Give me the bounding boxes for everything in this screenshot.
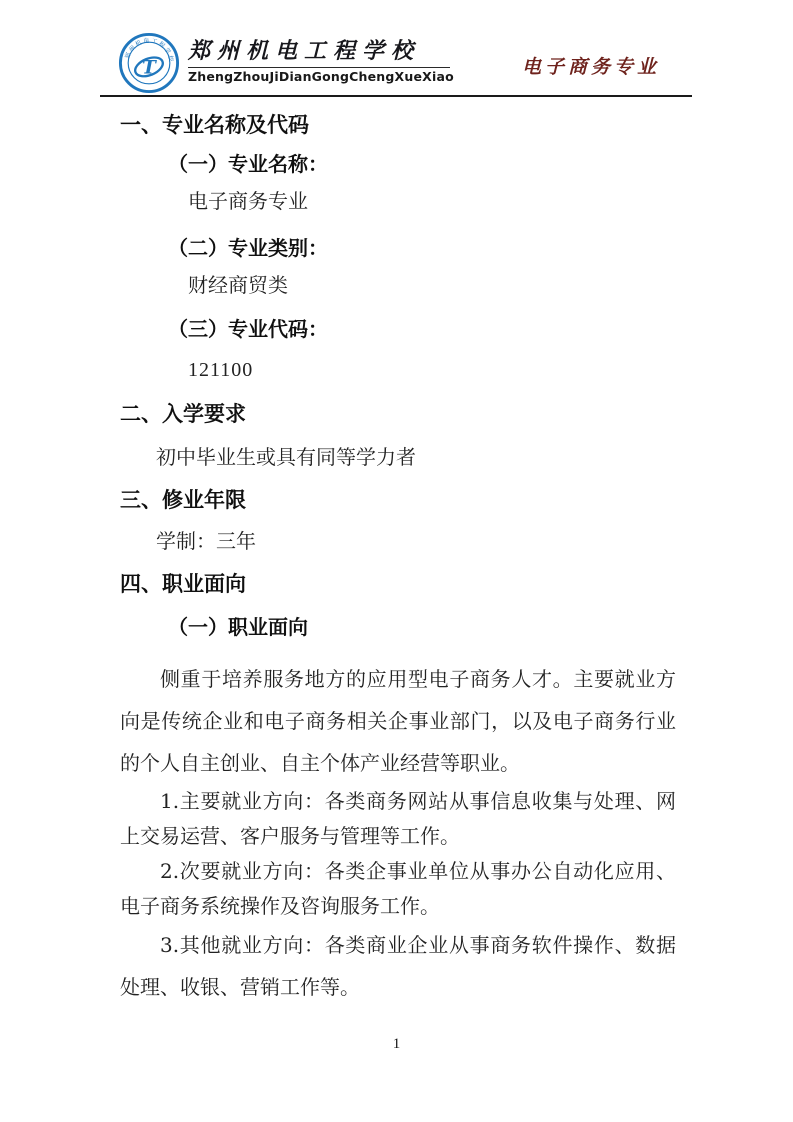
school-pinyin: ZhengZhouJiDianGongChengXueXiao	[188, 69, 454, 84]
sub-heading: （二）专业类别：	[168, 236, 328, 260]
page-header	[100, 30, 693, 96]
header-major-title: 电子商务专业	[521, 56, 660, 78]
svg-text:T: T	[142, 57, 156, 79]
paragraph: 侧重于培养服务地方的应用型电子商务人才。主要就业方向是传统企业和电子商务相关企事业部门，以及电子商务行业的个人自主创业、自主个体产业经营等职业。	[120, 667, 676, 775]
body-line: 初中毕业生或具有同等学力者	[156, 445, 416, 469]
header-rule	[100, 95, 692, 97]
school-name-block	[188, 38, 478, 84]
paragraph: 1.主要就业方向：各类商务网站从事信息收集与处理、网上交易运营、客户服务与管理等工作。	[120, 789, 676, 848]
paragraph: 2.次要就业方向：各类企事业单位从事办公自动化应用、电子商务系统操作及咨询服务工作。	[120, 859, 676, 918]
school-name: 郑州机电工程学校	[188, 38, 421, 64]
document-content	[120, 113, 676, 1008]
section-heading: 四、职业面向	[120, 572, 246, 596]
field-value: 电子商务专业	[188, 189, 308, 213]
school-logo-icon	[118, 32, 180, 94]
paragraph: 3.其他就业方向：各类商业企业从事商务软件操作、数据处理、收银、营销工作等。	[120, 933, 676, 999]
sub-heading: （一）职业面向	[168, 615, 308, 639]
section-heading: 二、入学要求	[120, 402, 246, 426]
sub-heading: （一）专业名称：	[168, 152, 328, 176]
field-value: 财经商贸类	[188, 273, 288, 297]
section-heading: 一、专业名称及代码	[120, 113, 309, 137]
svg-text:郑州机电工程学校: 郑州机电工程学校	[124, 37, 175, 64]
page-footer	[0, 1036, 793, 1053]
field-value: 121100	[188, 359, 254, 381]
sub-heading: （三）专业代码：	[168, 317, 328, 341]
page-number: 1	[392, 1036, 401, 1052]
section-heading: 三、修业年限	[120, 488, 246, 512]
name-divider	[188, 67, 450, 68]
body-line: 学制：三年	[156, 529, 256, 553]
